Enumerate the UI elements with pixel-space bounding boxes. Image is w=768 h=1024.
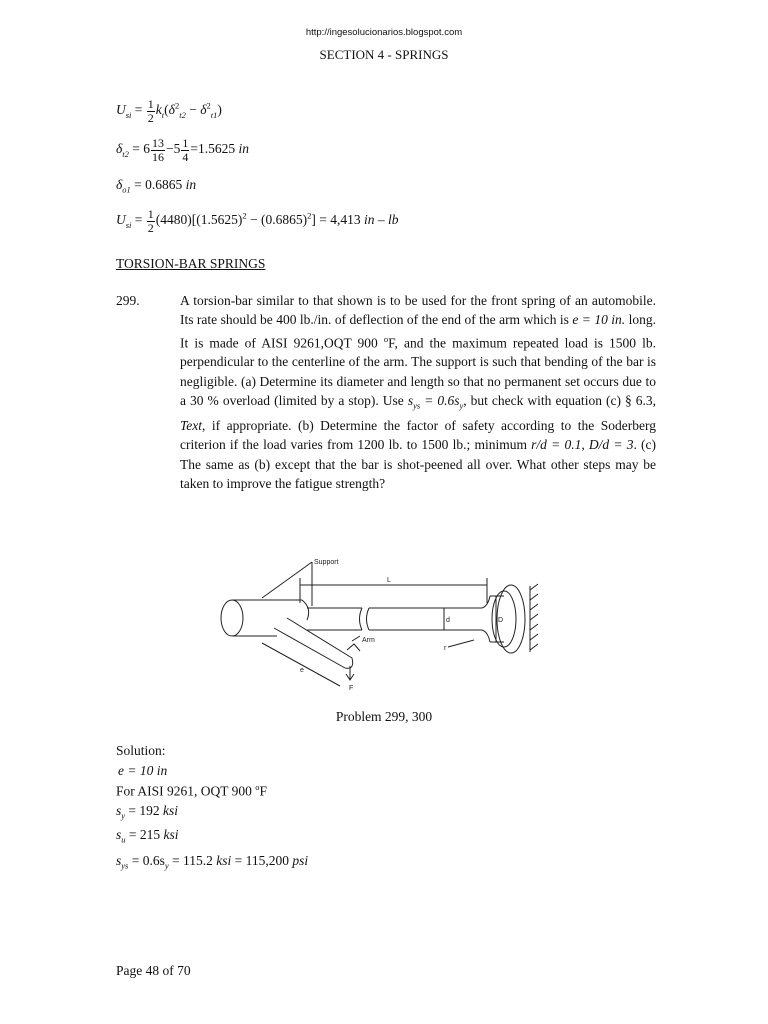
section-title: SECTION 4 - SPRINGS (319, 47, 449, 62)
solution-shear-yield: $s_{ys} = 0.6s_y = 115.2$ ksi = 115,200 psi (116, 853, 309, 871)
solution-material: For AISI 9261, OQT 900 $^o$F (116, 782, 268, 799)
figure-caption: Problem 299, 300 (335, 709, 433, 724)
solution-arm-length: e = 10 in (118, 763, 168, 778)
torsion-bar-diagram (212, 548, 552, 694)
problem-number: 299. (116, 293, 140, 308)
diameter-D-label: D (498, 617, 504, 624)
force-label: F (349, 685, 354, 692)
source-url: http://ingesolucionarios.blogspot.com (305, 27, 463, 38)
equation-strain-energy: $U_{si}$ = $\frac{1}{2}$ $k_t(\delta^2_{t2} - \delta^2_{t1})$ (116, 97, 222, 125)
section-heading-torsion-bar: TORSION-BAR SPRINGS (116, 256, 266, 271)
equation-deflection-o1: $\delta_{o1} = 0.6865$ in (116, 177, 197, 195)
length-label: L (387, 577, 391, 584)
solution-yield-strength: $s_y = 192$ ksi (116, 803, 179, 821)
diameter-d-label: d (446, 617, 450, 624)
solution-ultimate-strength: $s_u = 215$ ksi (116, 827, 179, 845)
arm-length-label: e (300, 667, 304, 674)
solution-title: Solution: (116, 743, 166, 758)
arm-label: Arm (362, 637, 375, 644)
support-label: Support (314, 559, 339, 566)
equation-strain-energy-result: $U_{si}$ = $\frac{1}{2}$ $(4480)[(1.5625)^2 - (0.6865)^2] = 4,413$ in – lb (116, 207, 399, 235)
radius-label: r (444, 645, 447, 652)
problem-statement: A torsion-bar similar to that shown is to be used for the front spring of an automobile. Its rate should be 400 lb./in. of deflection of the end of the arm which is e = 10 in. long. It is made of AISI 9261,OQT 900 $^o$F, and the maximum repeated load is 1500 lb. perpendicular to the centerline of the arm. The support is such that bending of the bar is negligible. (a) Determine its diameter and length so that no permanent set occurs due to a 30 % overload (limited by a stop). Use $s_{ys} = 0.6s_y$, but check with equation (c) § 6.3, Text, if appropriate. (b) Determine the factor of safety according to the Soderberg criterion if the load varies from 1200 lb. to 1500 lb.; minimum r/d = 0.1, D/d = 3. (c) The same as (b) except that the bar is shot-peened all over. What other steps may be taken to improve the fatigue strength? (180, 293, 657, 491)
page-number: Page 48 of 70 (116, 963, 191, 978)
equation-deflection-t2: $\delta_{t2} = 6$ $\frac{13}{16}$ −5 $\frac{1}{4}$ =1.5625 in (116, 136, 250, 164)
